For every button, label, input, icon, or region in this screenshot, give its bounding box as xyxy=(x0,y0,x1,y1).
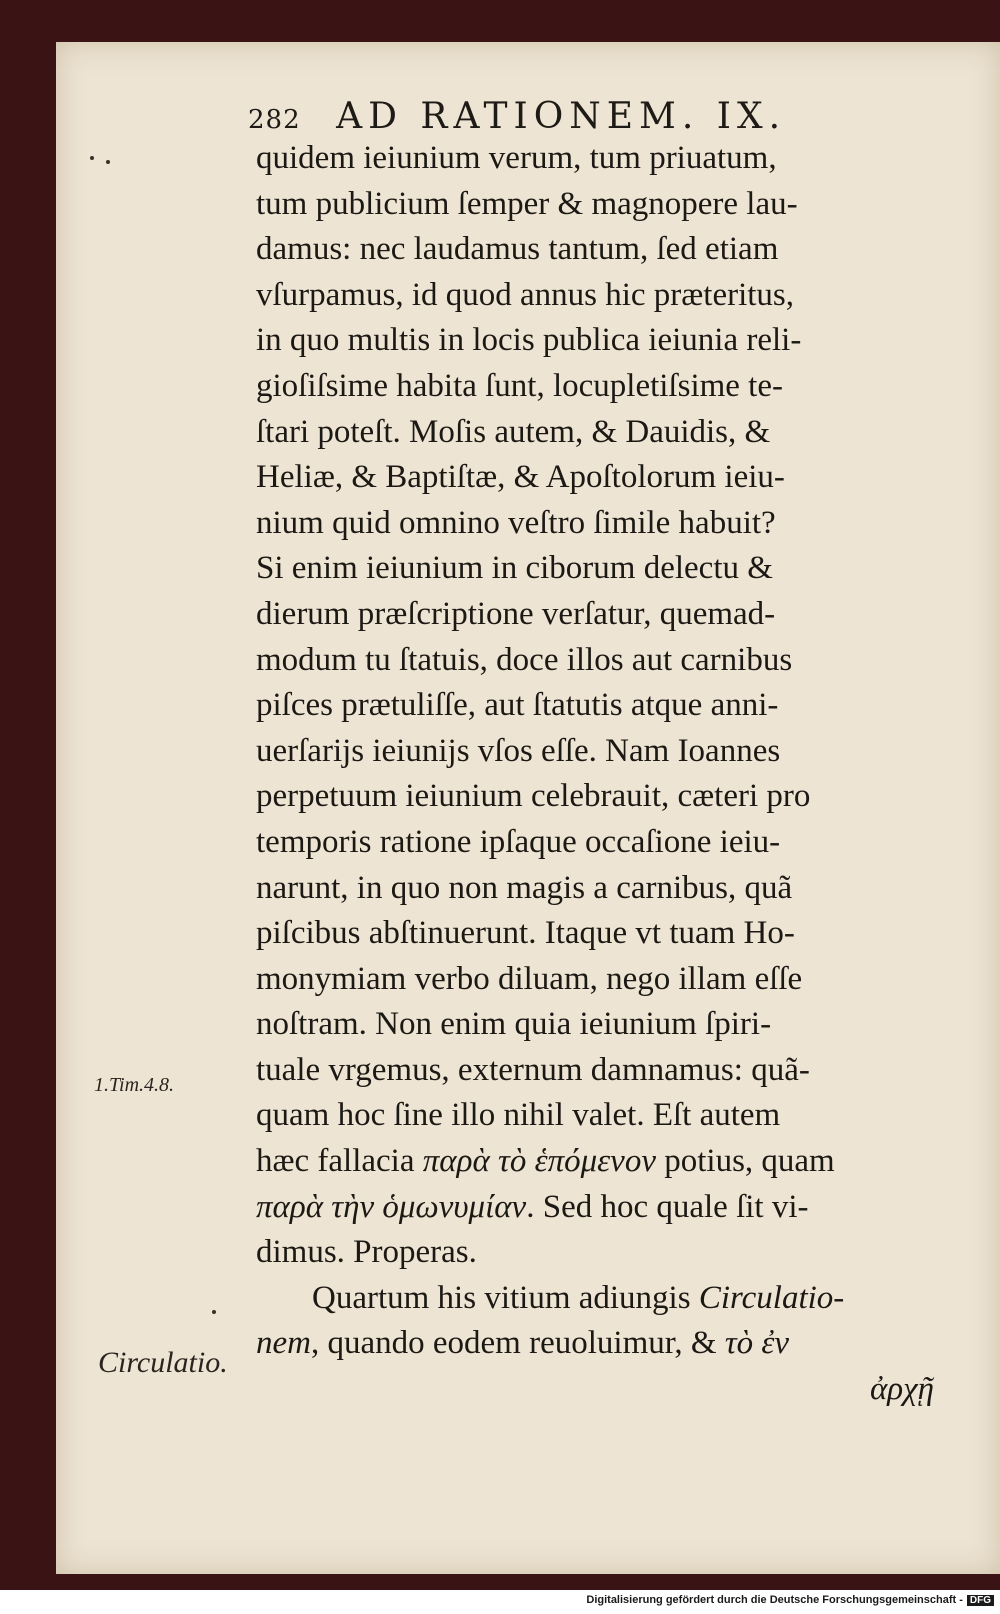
text-line: dimus. Properas. xyxy=(256,1234,477,1271)
catchword: ἀρχῇ xyxy=(869,1371,934,1408)
ink-speck xyxy=(90,156,94,160)
italic-term: Circulatio- xyxy=(698,1279,845,1316)
ink-speck xyxy=(212,1310,216,1314)
text-line: tum publicium ſemper & magnopere lau- xyxy=(256,185,798,222)
text-line: Si enim ieiunium in ciborum delectu & xyxy=(256,550,773,587)
text-line xyxy=(256,1139,946,1185)
marginal-reference: 1.Tim.4.8. xyxy=(94,1074,175,1096)
text-line: uerſarijs ieiunijs vſos eſſe. Nam Ioannes xyxy=(256,732,781,769)
text-line: temporis ratione ipſaque occaſione ieiu- xyxy=(256,823,781,860)
text-line xyxy=(256,1276,946,1322)
marginal-topic: Circulatio. xyxy=(98,1346,228,1379)
text-line: quam hoc ſine illo nihil valet. Eſt autem xyxy=(256,1097,781,1134)
text-line: narunt, in quo non magis a carnibus, quã xyxy=(256,869,793,906)
ink-speck xyxy=(106,160,110,164)
text-segment: potius, quam xyxy=(655,1143,835,1180)
text-segment: , quando eodem reuoluimur, & xyxy=(310,1325,725,1362)
text-line: vſurpamus, id quod annus hic præteritus, xyxy=(256,276,795,313)
greek-phrase: παρὰ τὸ ἑπόμενον xyxy=(422,1143,656,1180)
text-line: piſcibus abſtinuerunt. Itaque vt tuam Ho- xyxy=(256,915,795,952)
text-line: dierum præſcriptione verſatur, quemad- xyxy=(256,595,776,632)
text-line: Heliæ, & Baptiſtæ, & Apoſtolorum ieiu- xyxy=(256,459,785,496)
italic-term: nem xyxy=(256,1325,311,1362)
text-segment: hæc fallacia xyxy=(256,1143,423,1180)
text-line: in quo multis in locis publica ieiunia reli- xyxy=(256,322,802,359)
text-line: modum tu ſtatuis, doce illos aut carnibus xyxy=(256,641,793,678)
greek-phrase: παρὰ τὴν ὁμωνυμίαν xyxy=(256,1188,527,1225)
text-line: damus: nec laudamus tantum, ſed etiam xyxy=(256,231,779,268)
text-line: tuale vrgemus, externum damnamus: quã- xyxy=(256,1051,810,1088)
greek-phrase: τὸ ἐν xyxy=(724,1325,790,1362)
page-number: 282 xyxy=(248,105,301,135)
text-line: monymiam verbo diluam, nego illam eſſe xyxy=(256,960,803,997)
text-line: perpetuum ieiunium celebrauit, cæteri pro xyxy=(256,778,811,815)
text-line: noſtram. Non enim quia ieiunium ſpiri- xyxy=(256,1006,772,1043)
text-segment: . Sed hoc quale ſit vi- xyxy=(526,1188,809,1225)
text-line: nium quid omnino veſtro ſimile habuit? xyxy=(256,504,776,541)
text-line xyxy=(256,1321,946,1367)
text-line xyxy=(256,1185,946,1231)
text-line: ſtari poteſt. Moſis autem, & Dauidis, & xyxy=(256,413,771,450)
text-line: gioſiſsime habita ſunt, locupletiſsime te- xyxy=(256,367,783,404)
running-title: AD RATIONEM. IX. xyxy=(336,96,787,137)
digitization-credit xyxy=(586,1594,994,1606)
text-line: quidem ieiunium verum, tum priuatum, xyxy=(256,140,777,176)
credit-text: Digitalisierung gefördert durch die Deutsche Forschungsgemeinschaft - xyxy=(586,1594,963,1606)
body-text xyxy=(256,136,946,1413)
running-header xyxy=(248,96,888,137)
dfg-logo: DFG xyxy=(967,1595,994,1606)
text-line: piſces prætuliſſe, aut ſtatutis atque anni- xyxy=(256,687,779,724)
text-segment: Quartum his vitium adiungis xyxy=(312,1279,699,1316)
